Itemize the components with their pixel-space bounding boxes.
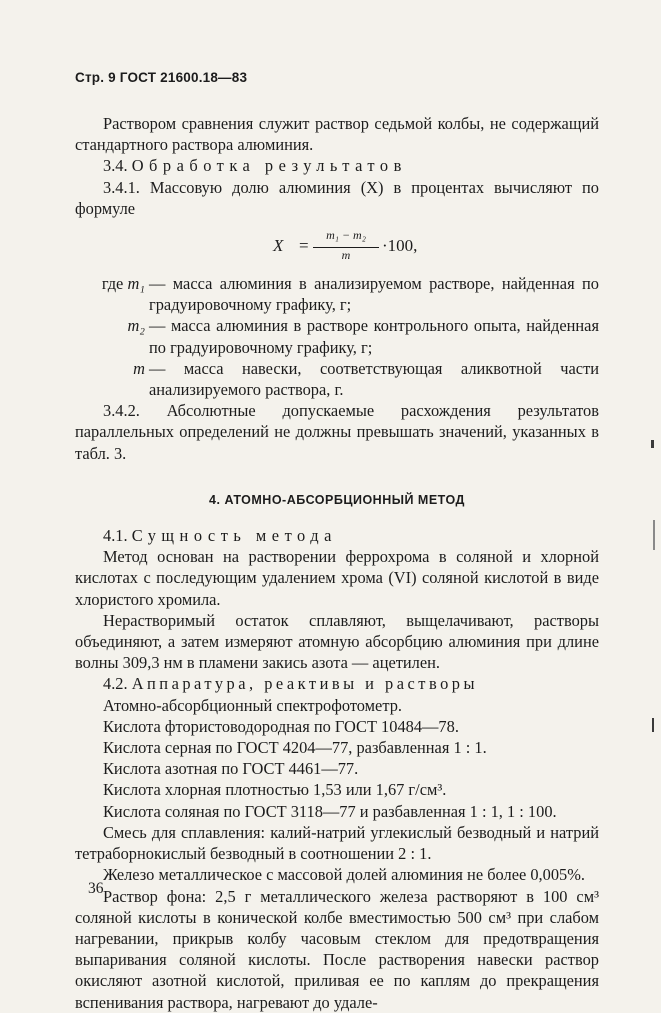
- list-item: Атомно-абсорбционный спектрофотометр.: [103, 695, 402, 715]
- definition-symbol: где m₁: [101, 274, 145, 294]
- section-3-4-heading: [75, 155, 599, 176]
- formula: [75, 225, 599, 271]
- formula-tail: ·100,: [382, 236, 418, 256]
- list-item: Кислота фтористоводородная по ГОСТ 10484—78.: [103, 716, 459, 736]
- formula-lhs: X: [273, 236, 284, 256]
- page-header: Стр. 9 ГОСТ 21600.18—83: [75, 70, 248, 85]
- scan-mark: [653, 520, 655, 550]
- variable-definitions: [75, 273, 599, 400]
- list-item: Кислота азотная по ГОСТ 4461—77.: [103, 759, 359, 779]
- list-item: Железо металлическое с массовой долей алюминия не более 0,005%.: [103, 865, 585, 885]
- definition-text: — масса алюминия в растворе контрольного опыта, найденная по градуировочному графику, г;: [149, 316, 599, 357]
- section-4-2-title: Аппаратура, реактивы и растворы: [131, 674, 478, 694]
- definition-row: [75, 358, 599, 400]
- paragraph-4-1-b: Нерастворимый остаток сплавляют, выщелачивают, растворы объединяют, а затем измеряют атомную абсорбцию алюминия при длине волны 309,3 нм в пламени закись азота — ацетилен.: [75, 610, 599, 673]
- list-item: Кислота хлорная плотностью 1,53 или 1,67 г/см³.: [103, 780, 447, 800]
- formula-equals: =: [299, 236, 309, 256]
- paragraph-3-4-1: 3.4.1. Массовую долю алюминия (X) в процентах вычисляют по формуле: [75, 177, 599, 218]
- intro-paragraph: Раствором сравнения служит раствор седьмой колбы, не содержащий стандартного раствора алюминия.: [75, 114, 599, 155]
- section-3-4-number: 3.4.: [103, 156, 128, 176]
- page-number: 36: [88, 880, 104, 897]
- paragraph-4-1-a: Метод основан на растворении феррохрома в соляной и хлорной кислотах с последующим удалением хрома (VI) соляной кислотой в виде хлористого хромила.: [75, 547, 599, 609]
- paragraph-3-4-2: 3.4.2. Абсолютные допускаемые расхождения результатов параллельных определений не должны превышать значений, указанных в табл. 3.: [75, 401, 599, 463]
- section-4-title: 4. АТОМНО-АБСОРБЦИОННЫЙ МЕТОД: [209, 492, 465, 507]
- document-body: [75, 113, 599, 1013]
- where-word: где: [101, 274, 124, 294]
- scan-mark: [651, 440, 654, 448]
- definition-symbol: m₂: [127, 316, 145, 336]
- formula-denominator: m: [341, 248, 351, 263]
- definition-symbol: m: [133, 358, 145, 378]
- definition-text: — масса алюминия в анализируемом растворе, найденная по градуировочному графику, г;: [149, 274, 599, 315]
- section-3-4-title: Обработка результатов: [131, 156, 407, 176]
- list-item: Кислота серная по ГОСТ 4204—77, разбавленная 1 : 1.: [103, 738, 487, 758]
- section-4-1-heading: [75, 525, 599, 546]
- section-4-2-number: 4.2.: [103, 674, 128, 694]
- section-4-2-heading: [75, 673, 599, 694]
- section-4-1-number: 4.1.: [103, 526, 128, 546]
- list-item: Кислота соляная по ГОСТ 3118—77 и разбавленная 1 : 1, 1 : 100.: [103, 801, 557, 821]
- definition-row: [75, 273, 599, 315]
- formula-numerator: m₁ − m₂: [313, 225, 379, 248]
- scan-mark: [652, 718, 654, 732]
- list-item: Смесь для сплавления: калий-натрий углекислый безводный и натрий тетраборнокислый безводный в соотношении 2 : 1.: [75, 822, 599, 864]
- list-item: Раствор фона: 2,5 г металлического железа растворяют в 100 см³ соляной кислоты в конической колбе вместимостью 500 см³ при слабом нагревании, прикрыв колбу часовым стеклом для предотвращения выпаривания соляной кислоты. После растворения навески раствор окисляют азотной кислотой, приливая ее по каплям до прекращения вспенивания раствора, нагревают до удале-: [75, 886, 599, 1012]
- section-4-1-title: Сущность метода: [131, 526, 337, 546]
- definition-text: — масса навески, соответствующая аликвотной части анализируемого раствора, г.: [149, 358, 599, 400]
- definition-row: [75, 315, 599, 357]
